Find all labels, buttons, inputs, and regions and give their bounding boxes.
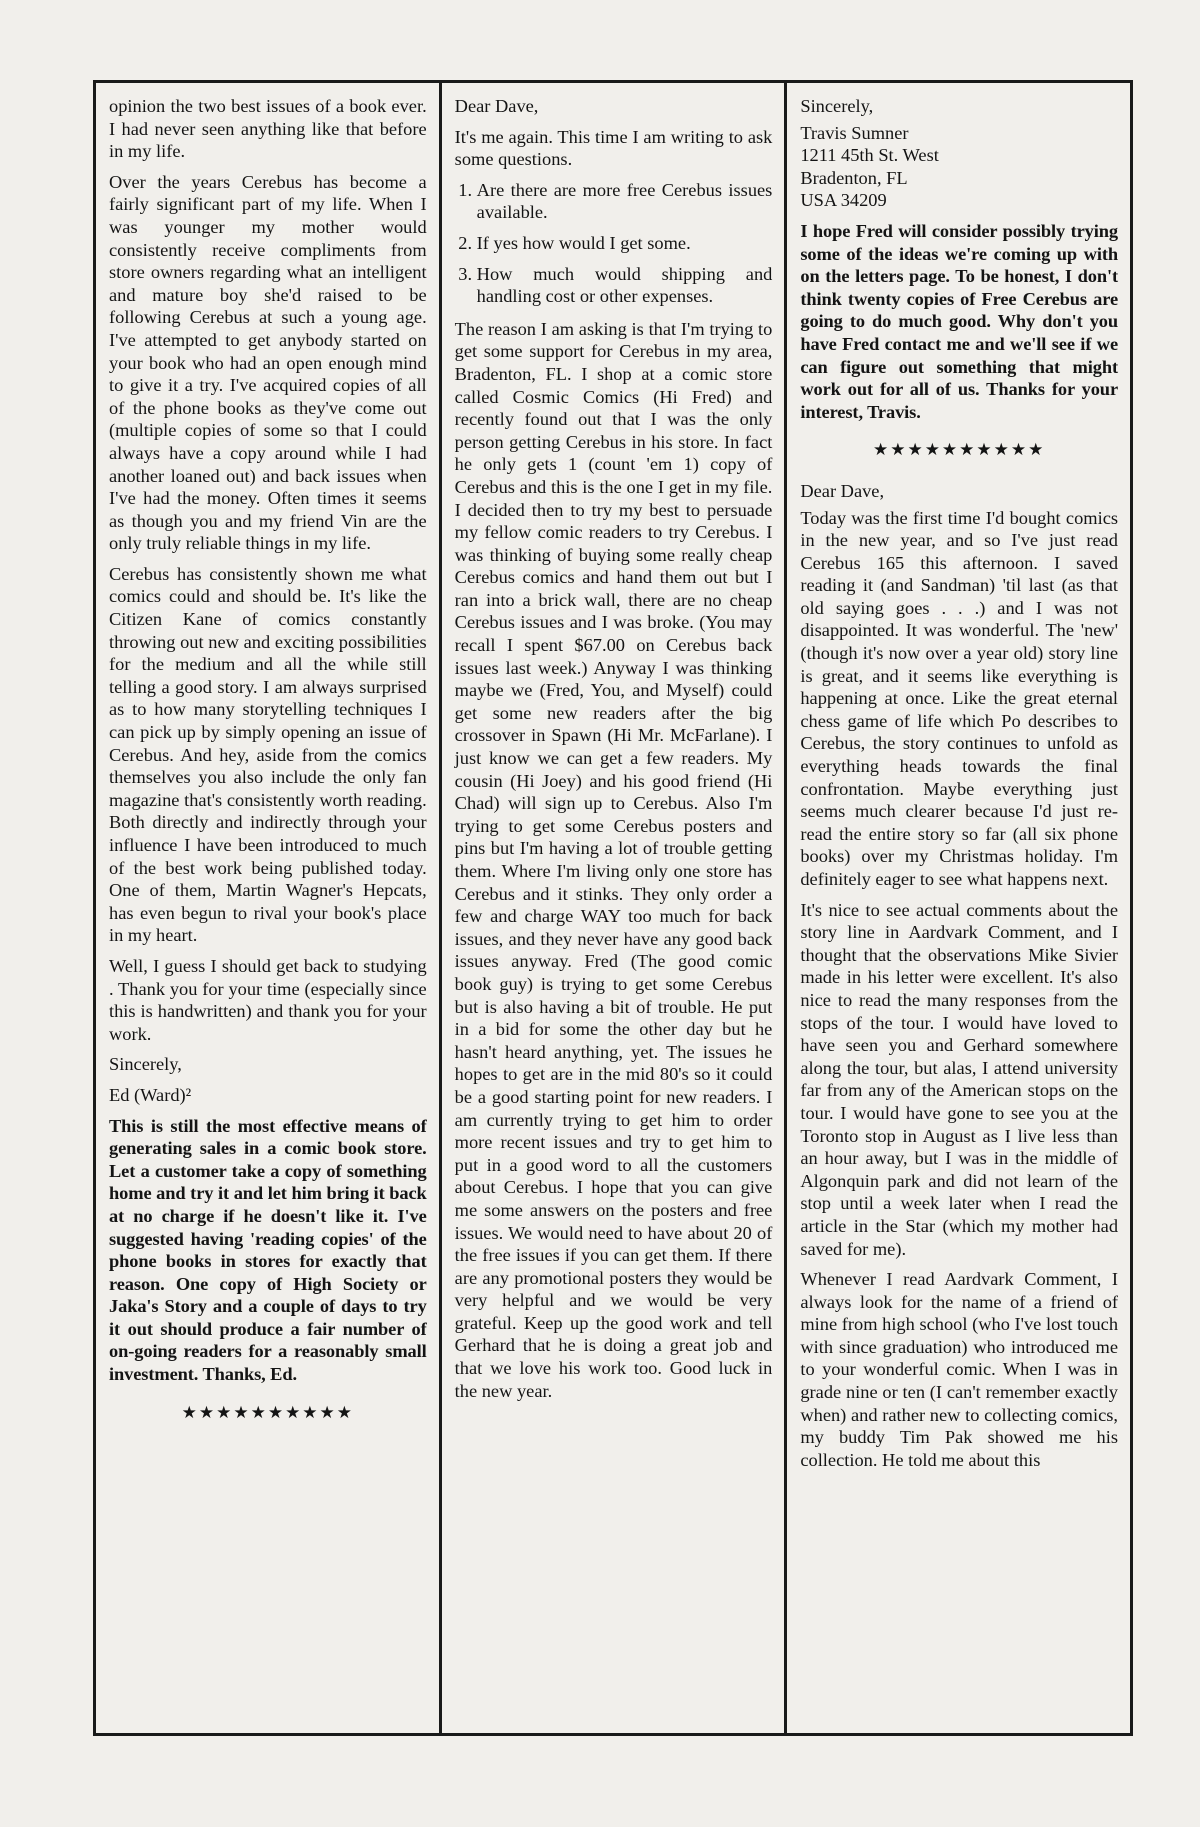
letter-greeting: Dear Dave, [454,96,539,116]
question-item: 2. If yes how would I get some. [477,232,773,255]
address-line: USA 34209 [800,190,887,211]
column-1 [96,83,439,1733]
address-line: 1211 45th St. West [800,145,939,166]
sender-address [800,122,1118,212]
letter-paragraph: It's nice to see actual comments about the story line in Aardvark Comment, and I thought that the observations Mike Sivier made in his letter were excellent. It's also nice to read the many responses from the stops of the tour. I would have loved to have seen you and Gerhard somewhere along the tour, but alas, I attend university far from any of the American stops on the tour. I would have gone to see you at the Toronto stop in August as I live less than an hour away, but I was in the middle of Algonquin park and did not learn of the stop until a week later when I read the article in the Star (which my mother had saved for me). [800,899,1119,1259]
editor-reply: This is still the most effective means of generating sales in a comic book store. Let a customer take a copy of something home and try it and let him bring it back at no charge if he doesn't like it. I've suggested having 'reading copies' of the phone books in stores for exactly that reason. One copy of High Society or Jaka's Story and a couple of days to try it out should produce a fair number of on-going readers for a reasonably small investment. Thanks, Ed. [109,1115,427,1385]
letter-signature: Ed (Ward)² [109,1084,192,1105]
letter-paragraph: Today was the first time I'd bought comics in the new year, and so I've just read Cerebus 165 this afternoon. I saved reading it (and Sandman) 'til last (as that old saying goes . . .) and I was not disappointed. It was wonderful. The 'new' (though it's now over a year old) story line is great, and it seems like everything is happening at once. Like the great eternal chess game of life which Po describes to Cerebus, the story continues to unfold as everything heads towards the final confrontation. Maybe everything just seems much clearer because I'd just re-read the entire story so far (all six phone books) over my Christmas holiday. I'm definitely eager to see what happens next. [800,507,1119,889]
letter-closing: Sincerely, [109,1054,182,1075]
column-3 [784,83,1130,1733]
letter-greeting: Dear Dave, [800,480,885,501]
letter-paragraph: Over the years Cerebus has become a fairly significant part of my life. When I was younger my mother would consistently receive compliments from store owners regarding what an intelligent and mature boy she'd raised to be following Cerebus at such a young age. I've attempted to get anybody started on your book who had an open enough mind to give it a try. I've acquired copies of all of the phone books as they've come out (multiple copies of some so that I could always have a copy around while I had another loaned out) and back issues when I've had the money. Often times it seems as though you and my friend Vin are the only truly reliable things in my life. [109,171,427,554]
address-line: Bradenton, FL [800,167,908,188]
section-divider-stars: ★★★★★★★★★★ [872,440,1046,461]
question-list [455,179,773,308]
letter-paragraph: opinion the two best issues of a book ever. I had never seen anything like that before in my life. [109,96,427,162]
letter-paragraph: Well, I guess I should get back to studying . Thank you for your time (especially since this is handwritten) and thank you for your work. [109,955,427,1044]
editor-reply: I hope Fred will consider possibly trying some of the ideas we're coming up with on the letters page. To be honest, I don't think twenty copies of Free Cerebus are going to do much good. Why don't you have Fred contact me and we'll see if we can figure out something that might work out for all of us. Thanks for your interest, Travis. [800,220,1119,422]
letter-paragraph: It's me again. This time I am writing to ask some questions. [454,126,773,170]
question-item: 3. How much would shipping and handling cost or other expenses. [477,263,773,308]
letter-paragraph: Cerebus has consistently shown me what comics could and should be. It's like the Citizen Kane of comics constantly throwing out new and exciting possibilities for the medium and all the while still telling a good story. I am always surprised as to how many storytelling techniques I can pick up by simply opening an issue of Cerebus. And hey, aside from the comics themselves you also include the only fan magazine that's consistently worth reading. Both directly and indirectly through your influence I have been introduced to much of the best work being published today. One of them, Martin Wagner's Hepcats, has even begun to rival your book's place in my heart. [109,563,427,946]
address-line: Travis Sumner [800,122,909,143]
column-2 [439,83,785,1733]
letter-paragraph: Whenever I read Aardvark Comment, I always look for the name of a friend of mine from high school (who I've lost touch with since graduation) who introduced me to your wonderful comic. When I was in grade nine or ten (I can't remember exactly when) and rather new to collecting comics, my buddy Tim Pak showed me his collection. He told me about this [800,1269,1119,1470]
section-divider-stars: ★★★★★★★★★★ [181,1402,355,1423]
letter-closing: Sincerely, [800,96,874,116]
letters-page-frame [93,80,1133,1736]
letter-paragraph: The reason I am asking is that I'm trying to get some support for Cerebus in my area, Bradenton, FL. I shop at a comic store called Cosmic Comics (Hi Fred) and recently found out that I was the only person getting Cerebus in his store. In fact he only gets 1 (count 'em 1) copy of Cerebus and this is the one I get in my file. I decided then to try my best to persuade my fellow comic readers to try Cerebus. I was thinking of buying some really cheap Cerebus comics and hand them out but I ran into a brick wall, there are no cheap Cerebus issues and I was broke. (You may recall I spent $67.00 on Cerebus back issues last week.) Anyway I was thinking maybe we (Fred, You, and Myself) could get some new readers after the big crossover in Spawn (Hi Mr. McFarlane). I just know we can get a few readers. My cousin (Hi Joey) and his good friend (Hi Chad) will sign up to Cerebus. Also I'm trying to get some Cerebus posters and pins but I'm having a lot of trouble getting them. Where I'm living only one store has Cerebus and it stinks. They only order a few and charge WAY too much for back issues, and they never have any good back issues anyway. Fred (The good comic book guy) is trying to get some Cerebus but is also having a bit of trouble. He put in a bid for some the other day but he hasn't heard anything, yet. The issues he hopes to get are in the mid 80's so it could be a good starting point for new readers. I am currently trying to get him to order more recent issues and try to get him to put in a good word to all the customers about Cerebus. I hope that you can give me some answers on the posters and free issues. We would need to have about 20 of the free issues if you can get them. If there are any promotional posters they would be very helpful and we would be very grateful. Keep up the good work and tell Gerhard that he is doing a great job and that we love his work too. Good luck in the new year. [454,318,773,1401]
question-item: 1. Are there are more free Cerebus issues available. [477,179,773,224]
